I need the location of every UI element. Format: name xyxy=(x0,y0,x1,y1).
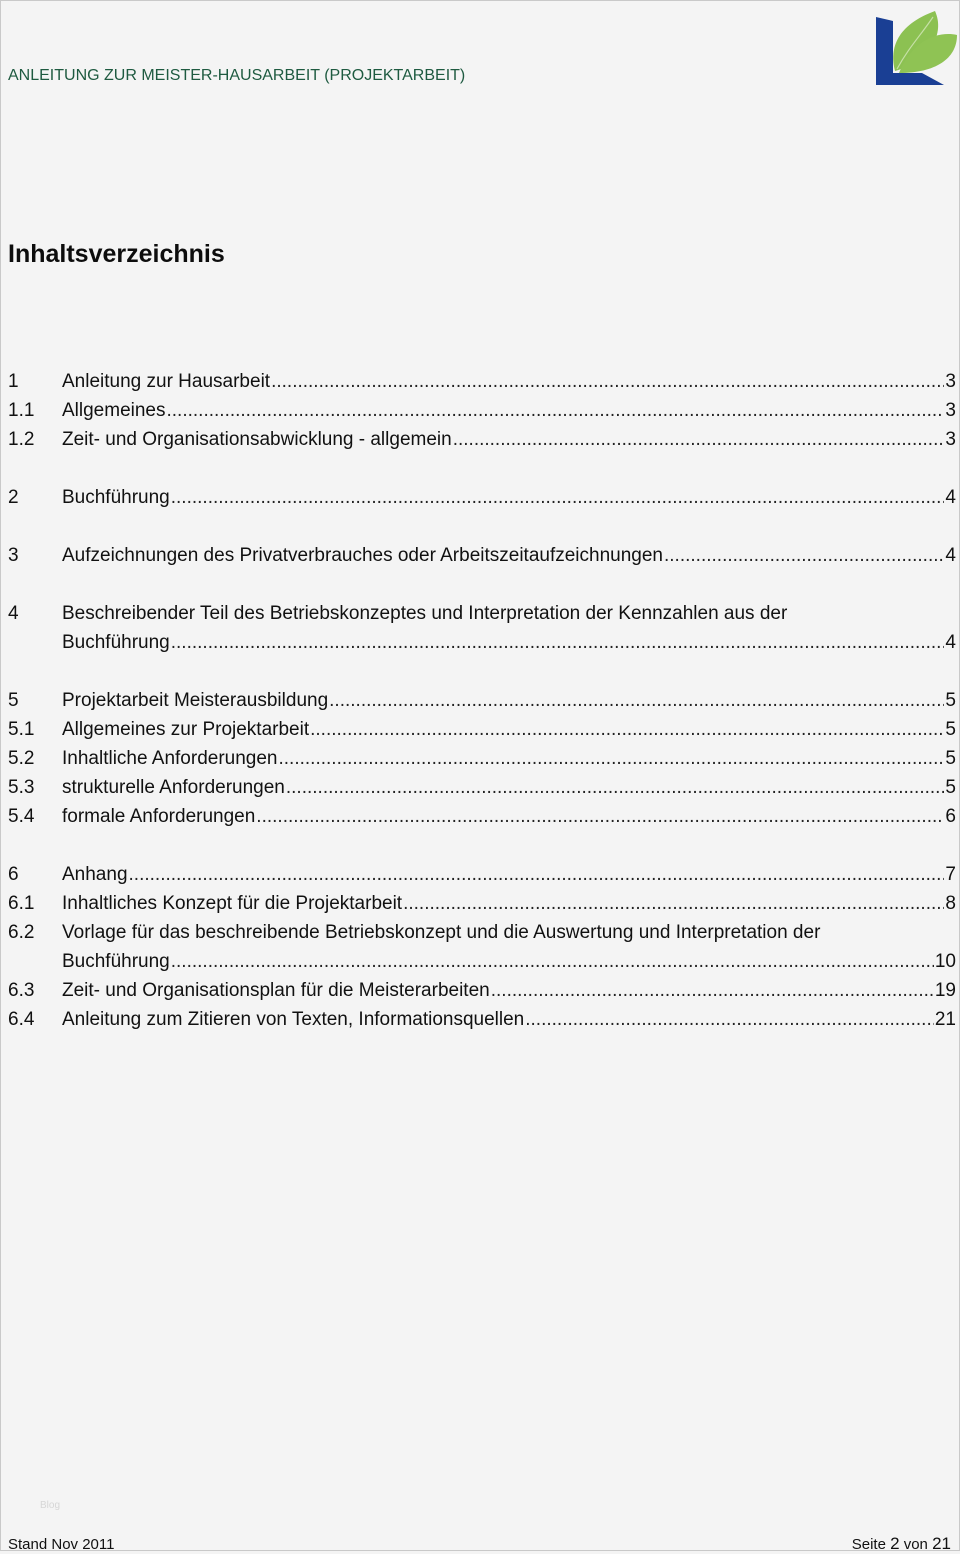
toc-leader-dots xyxy=(491,976,934,1005)
toc-heading: Inhaltsverzeichnis xyxy=(8,240,225,268)
toc-entry-number: 2 xyxy=(8,487,19,508)
footer-page-total: 21 xyxy=(932,1534,951,1553)
toc-entry-number: 5.2 xyxy=(8,748,35,769)
toc-entry-title-line1: Beschreibender Teil des Betriebskonzeptes und Interpretation der Kennzahlen aus der xyxy=(62,603,788,624)
toc-entry-number: 1.2 xyxy=(8,429,35,450)
toc-entry-number: 5 xyxy=(8,690,19,711)
toc-entry-number: 5.1 xyxy=(8,719,35,740)
toc-entry-page: 8 xyxy=(945,893,956,914)
toc-entry-page: 21 xyxy=(934,1009,956,1030)
toc-entry-page: 3 xyxy=(945,371,956,392)
toc-entry-number: 3 xyxy=(8,545,19,566)
toc-leader-dots xyxy=(167,396,945,425)
toc-leader-dots xyxy=(329,686,944,715)
toc-entry-number: 6.1 xyxy=(8,893,35,914)
toc-entry-title: Anleitung zur Hausarbeit xyxy=(62,371,271,392)
toc-leader-dots xyxy=(286,773,945,802)
toc-leader-dots xyxy=(256,802,944,831)
toc-entry-title: Inhaltliche Anforderungen xyxy=(62,748,278,769)
toc-entry-number: 1.1 xyxy=(8,400,35,421)
toc-entry-number: 1 xyxy=(8,371,19,392)
toc-entry-title: Allgemeines zur Projektarbeit xyxy=(62,719,310,740)
toc-entry-title: Buchführung xyxy=(62,951,170,972)
leaf-logo-icon xyxy=(873,3,959,89)
toc-entry-title-line1: Vorlage für das beschreibende Betriebskonzept und die Auswertung und Interpretation der xyxy=(62,922,821,943)
toc-entry-page: 7 xyxy=(945,864,956,885)
toc-entry-page: 6 xyxy=(945,806,956,827)
toc-entry-title: Buchführung xyxy=(62,487,170,508)
toc-entry-number: 6.2 xyxy=(8,922,35,943)
toc-entry-page: 5 xyxy=(945,690,956,711)
watermark-text: Blog xyxy=(40,1500,61,1511)
toc-leader-dots xyxy=(664,541,944,570)
toc-entry-number: 6.4 xyxy=(8,1009,35,1030)
toc-entry-title: Anleitung zum Zitieren von Texten, Informationsquellen xyxy=(62,1009,525,1030)
toc-entry[interactable] xyxy=(8,599,956,657)
toc-entry[interactable] xyxy=(8,918,956,976)
toc-entry-page: 5 xyxy=(945,777,956,798)
toc-leader-dots xyxy=(171,947,934,976)
footer-page-mid: von xyxy=(899,1536,933,1553)
toc-leader-dots xyxy=(129,860,945,889)
toc-leader-dots xyxy=(310,715,944,744)
toc-entry-page: 19 xyxy=(934,980,956,1001)
toc-entry-number: 5.3 xyxy=(8,777,35,798)
toc-entry-page: 4 xyxy=(945,545,956,566)
footer-page-prefix: Seite xyxy=(851,1536,891,1553)
toc-entry-title: Zeit- und Organisationsplan für die Meisterarbeiten xyxy=(62,980,490,1001)
toc-entry-number: 6.3 xyxy=(8,980,35,1001)
toc-entry-title: formale Anforderungen xyxy=(62,806,256,827)
toc-entry-page: 10 xyxy=(934,951,956,972)
toc-leader-dots xyxy=(171,483,945,512)
toc-entry-title: Inhaltliches Konzept für die Projektarbeit xyxy=(62,893,403,914)
toc-entry-title: Zeit- und Organisationsabwicklung - allgemein xyxy=(62,429,452,450)
toc-entry-number: 5.4 xyxy=(8,806,35,827)
toc-entry-page: 3 xyxy=(945,400,956,421)
toc-entry-page: 4 xyxy=(945,487,956,508)
toc-entry-number: 4 xyxy=(8,603,19,624)
toc-leader-dots xyxy=(403,889,944,918)
toc-entry-title: Projektarbeit Meisterausbildung xyxy=(62,690,329,711)
toc-entry-number: 6 xyxy=(8,864,19,885)
toc-leader-dots xyxy=(525,1005,934,1034)
toc-entry-title: Buchführung xyxy=(62,632,170,653)
toc-leader-dots xyxy=(271,367,944,396)
toc-entry-page: 5 xyxy=(945,719,956,740)
footer-page-indicator xyxy=(852,1534,951,1554)
toc-entry-page: 4 xyxy=(945,632,956,653)
toc-entry-page: 5 xyxy=(945,748,956,769)
toc-leader-dots xyxy=(279,744,945,773)
toc-leader-dots xyxy=(453,425,945,454)
toc-entry-title: strukturelle Anforderungen xyxy=(62,777,285,798)
footer-page-current: 2 xyxy=(890,1534,900,1553)
toc-leader-dots xyxy=(171,628,945,657)
toc-entry-title: Anhang xyxy=(62,864,128,885)
toc-entry-title: Aufzeichnungen des Privatverbrauches oder Arbeitszeitaufzeichnungen xyxy=(62,545,663,566)
document-header-title: ANLEITUNG ZUR MEISTER-HAUSARBEIT (PROJEKTARBEIT) xyxy=(8,67,466,84)
toc-entry-title: Allgemeines xyxy=(62,400,166,421)
toc-entry-page: 3 xyxy=(945,429,956,450)
footer-stand-date: Stand Nov 2011 xyxy=(8,1536,115,1553)
